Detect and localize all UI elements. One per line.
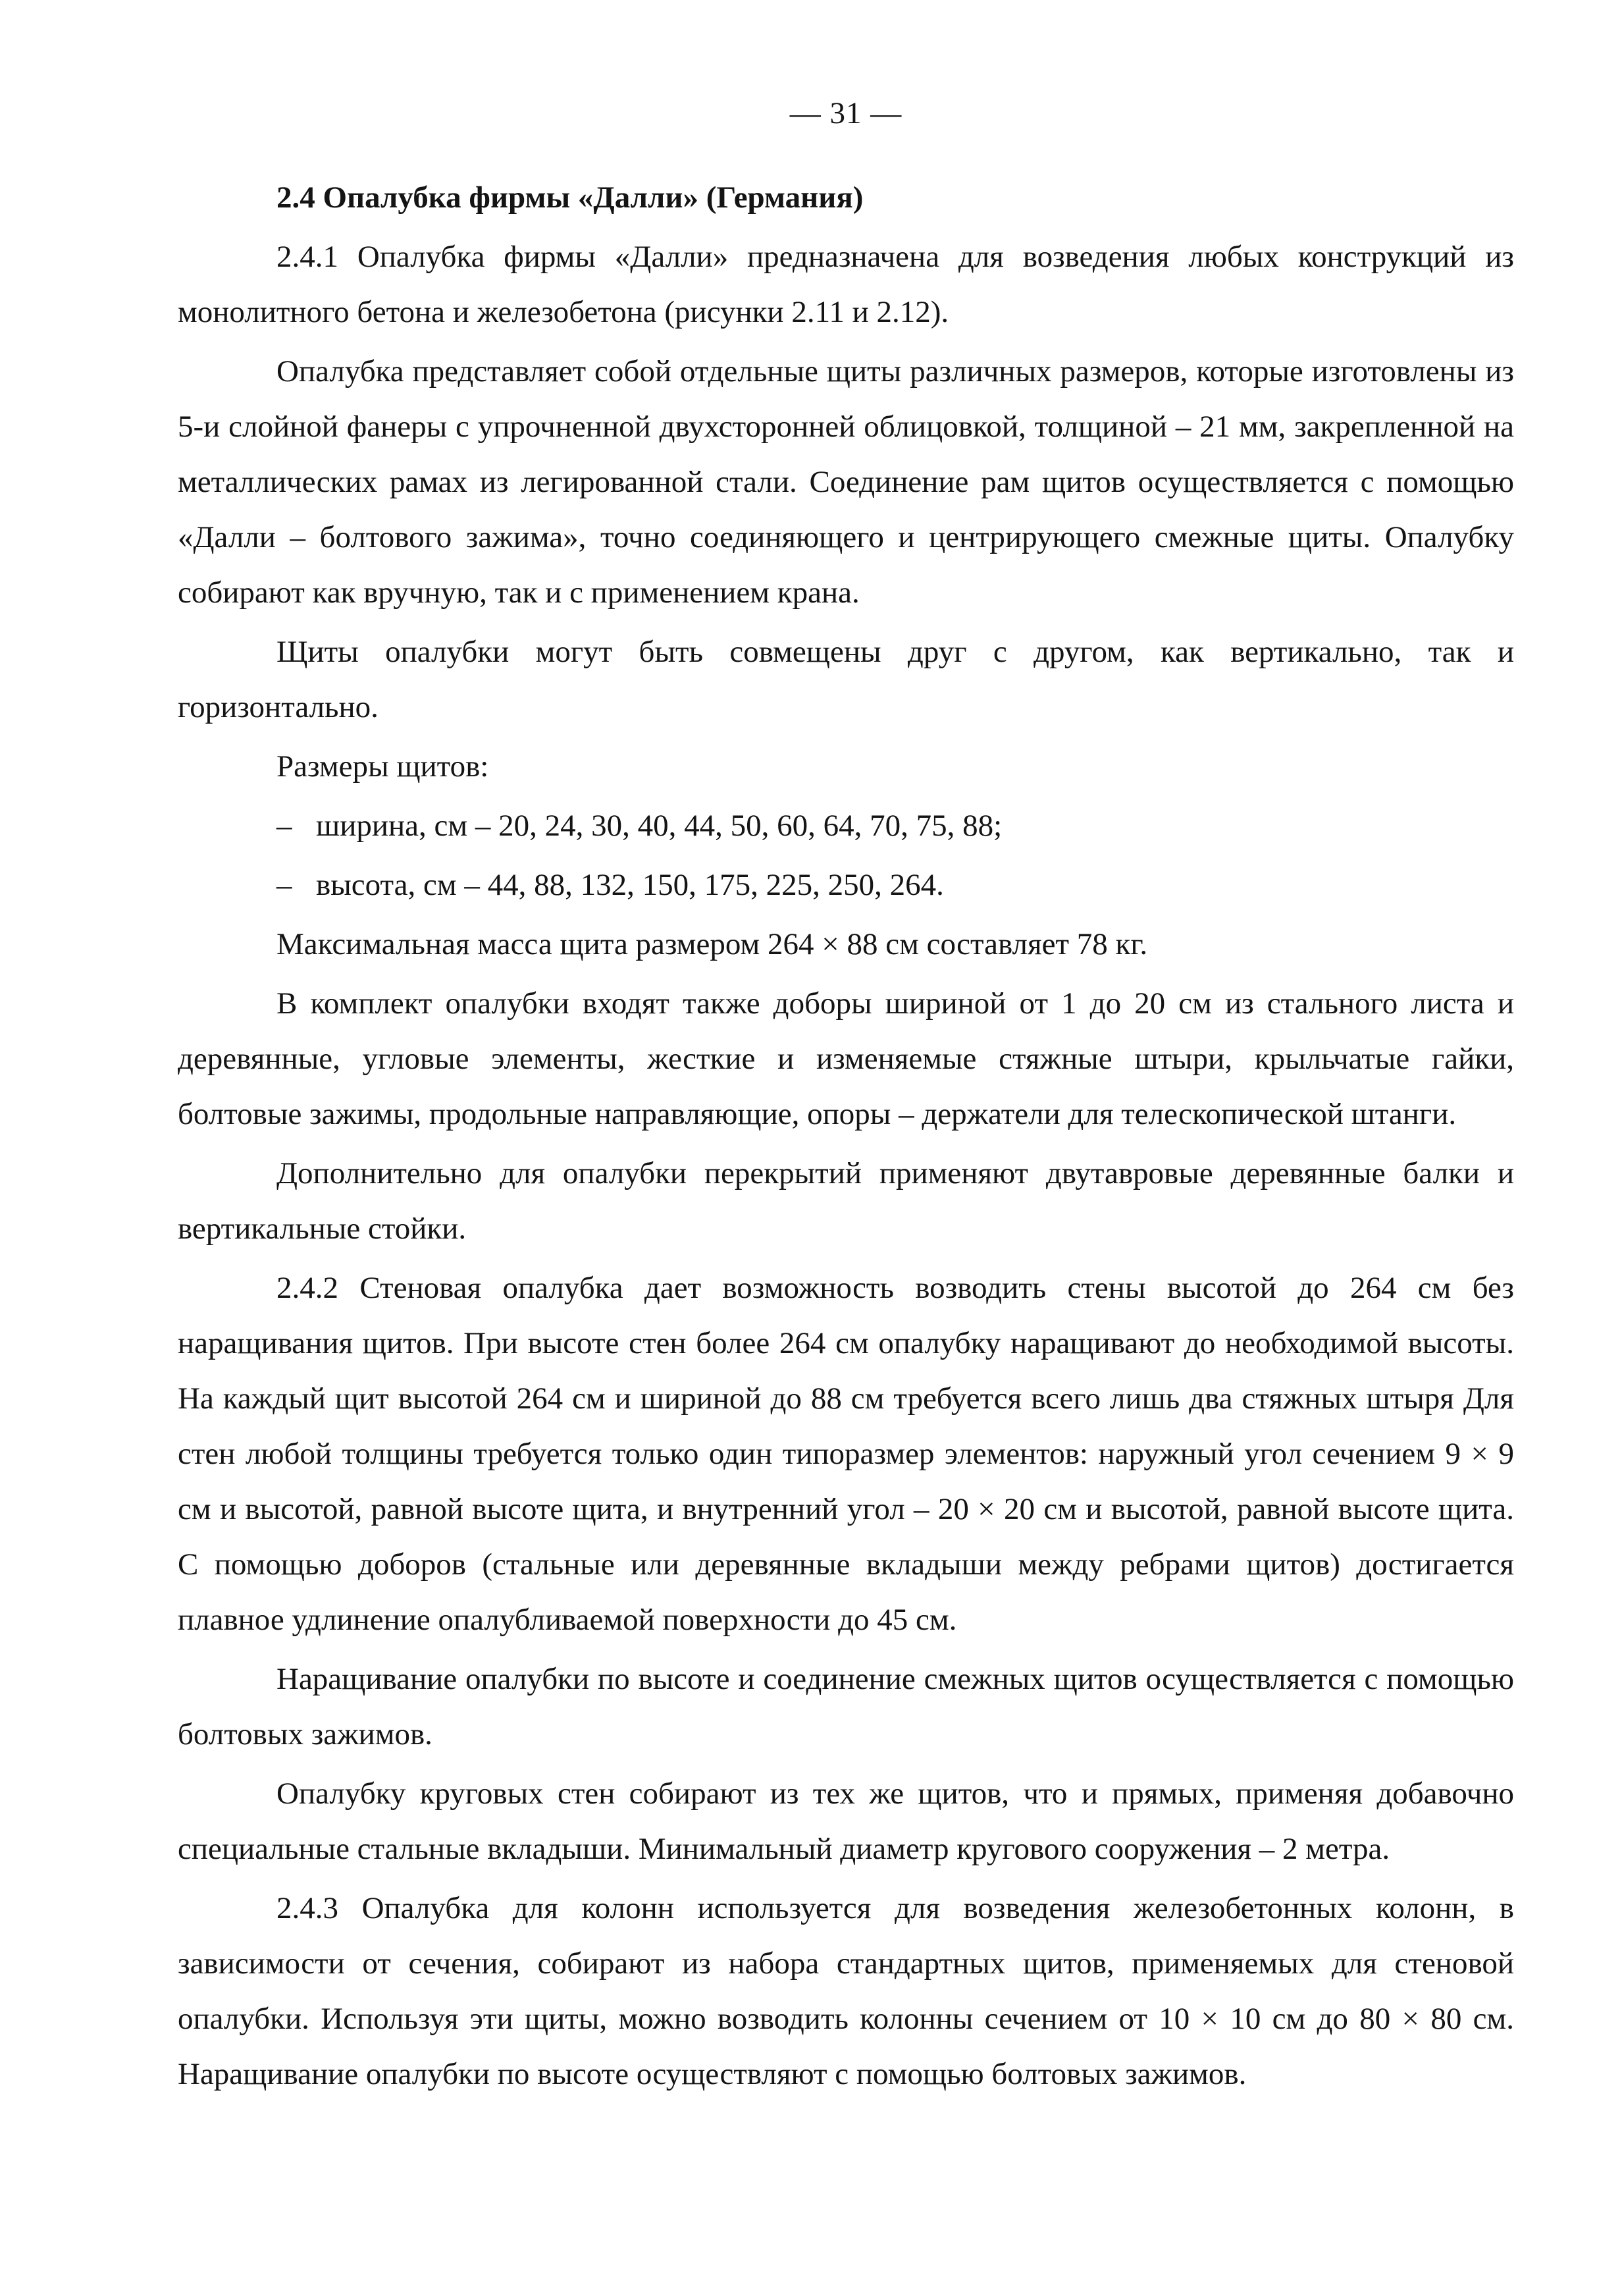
paragraph-floor-formwork: Дополнительно для опалубки перекрытий применяют двутавровые деревянные балки и вертикальные стойки.	[178, 1156, 1514, 1246]
paragraph-2-4-2: 2.4.2 Стеновая опалубка дает возможность возводить стены высотой до 264 см без наращивания щитов. При высоте стен более 264 см опалубку наращивают до необходимой высоты. На каждый щит высотой 264 см и шириной до 88 см требуется всего лишь два стяжных штыря Для стен любой толщины требуется только один типоразмер элементов: наружный угол сечением 9 × 9 см и высотой, равной высоте щита, и внутренний угол – 20 × 20 см и высотой, равной высоте щита. С помощью доборов (стальные или деревянные вкладыши между ребрами щитов) достигается плавное удлинение опалубливаемой поверхности до 45 см.	[178, 1271, 1514, 1637]
list-item	[276, 857, 1514, 913]
list-item	[276, 798, 1514, 853]
paragraph-kit-contents: В комплект опалубки входят также доборы шириной от 1 до 20 см из стального листа и деревянные, угловые элементы, жесткие и изменяемые стяжные штыри, крыльчатые гайки, болтовые зажимы, продольные направляющие, опоры – держатели для телескопической штанги.	[178, 986, 1514, 1131]
paragraph-max-mass: Максимальная масса щита размером 264 × 88 см составляет 78 кг.	[276, 927, 1148, 961]
list-dash: –	[276, 809, 292, 843]
document-page	[178, 86, 1514, 2106]
section-heading: 2.4 Опалубка фирмы «Далли» (Германия)	[276, 180, 864, 215]
paragraph-2-4-1: 2.4.1 Опалубка фирмы «Далли» предназначена для возведения любых конструкций из монолитного бетона и железобетона (рисунки 2.11 и 2.12).	[178, 240, 1514, 329]
paragraph-panel-combination: Щиты опалубки могут быть совмещены друг с другом, как вертикально, так и горизонтально.	[178, 635, 1514, 724]
list-item-text: высота, см – 44, 88, 132, 150, 175, 225, 250, 264.	[316, 868, 944, 902]
paragraph-circular-walls: Опалубку круговых стен собирают из тех же щитов, что и прямых, применяя добавочно специальные стальные вкладыши. Минимальный диаметр кругового сооружения – 2 метра.	[178, 1776, 1514, 1866]
paragraph-height-extension: Наращивание опалубки по высоте и соединение смежных щитов осуществляется с помощью болтовых зажимов.	[178, 1662, 1514, 1751]
list-dash: –	[276, 868, 292, 902]
sizes-label: Размеры щитов:	[276, 749, 489, 784]
page-number: — 31 —	[789, 96, 903, 130]
sizes-list	[178, 798, 1514, 913]
list-item-text: ширина, см – 20, 24, 30, 40, 44, 50, 60, 64, 70, 75, 88;	[316, 809, 1003, 843]
paragraph-2-4-3: 2.4.3 Опалубка для колонн используется для возведения железобетонных колонн, в зависимости от сечения, собирают из набора стандартных щитов, применяемых для стеновой опалубки. Используя эти щиты, можно возводить колонны сечением от 10 × 10 см до 80 × 80 см. Наращивание опалубки по высоте осуществляют с помощью болтовых зажимов.	[178, 1891, 1514, 2091]
paragraph-formwork-description: Опалубка представляет собой отдельные щиты различных размеров, которые изготовлены из 5-и слойной фанеры с упрочненной двухсторонней облицовкой, толщиной – 21 мм, закрепленной на металлических рамах из легированной стали. Соединение рам щитов осуществляется с помощью «Далли – болтового зажима», точно соединяющего и центрирующего смежные щиты. Опалубку собирают как вручную, так и с применением крана.	[178, 354, 1514, 610]
